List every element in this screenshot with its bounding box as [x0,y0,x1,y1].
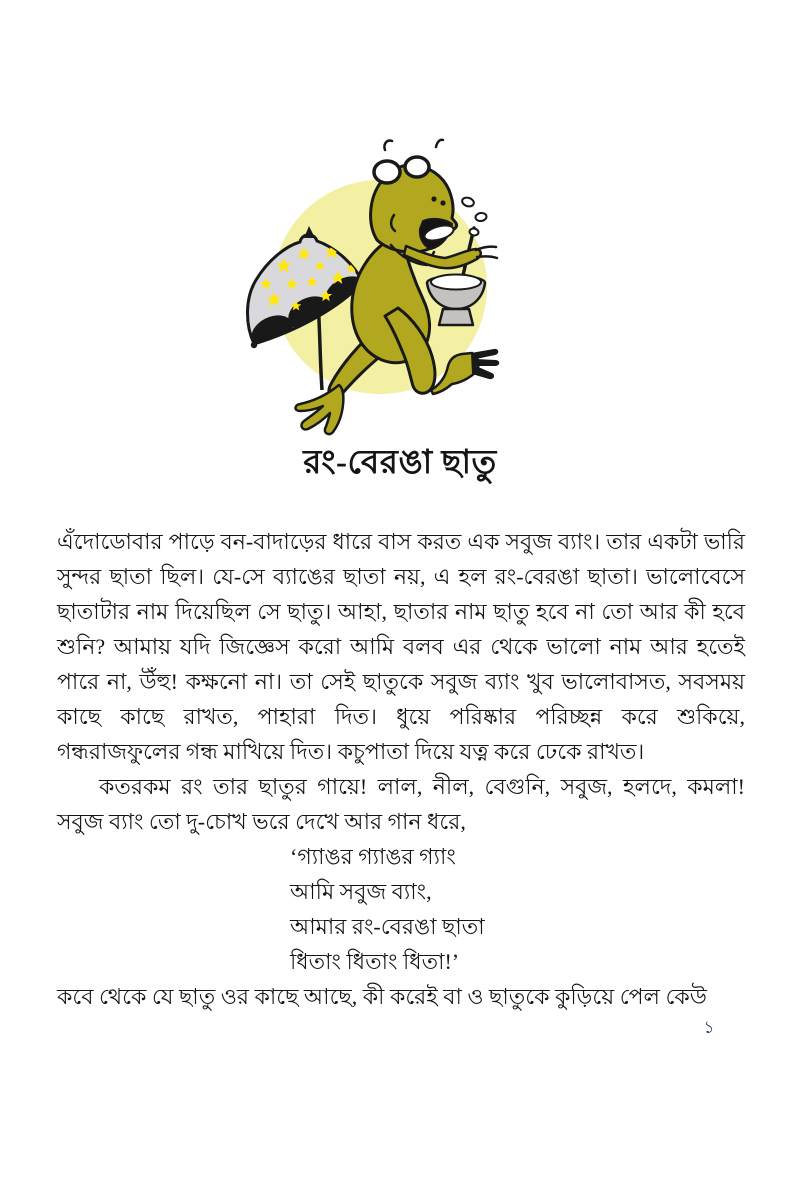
song-line: আমার রং-বেরঙা ছাতা [290,914,485,939]
frog-eye [374,161,400,183]
song-line: আমি সবুজ ব্যাং, [290,879,432,904]
frog-song [290,839,745,979]
song-line: ‘গ্যাঙর গ্যাঙর গ্যাং [290,844,456,869]
story-text [57,524,745,1014]
paragraph-2: কতরকম রং তার ছাতুর গায়ে! লাল, নীল, বেগুনি, সবুজ, হলদে, কমলা! সবুজ ব্যাং তো দু-চোখ ভরে দেখে আর গান ধরে, [57,774,745,834]
page-number: ১ [703,1018,715,1037]
paragraph-1: এঁদোডোবার পাড়ে বন-বাদাড়ের ধারে বাস করত এক সবুজ ব্যাং। তার একটা ভারি সুন্দর ছাতা ছিল। যে-সে ব্যাঙের ছাতা নয়, এ হল রং-বেরঙা ছাতা। ভালোবেসে ছাতাটার নাম দিয়েছিল সে ছাতু। আহা, ছাতার নাম ছাতু হবে না তো আর কী হবে শুনি? আমায় যদি জিজ্ঞেস করো আমি বলব এর থেকে ভালো নাম আর হতেই পারে না, উঁহু! কক্ষনো না। তা সেই ছাতুকে সবুজ ব্যাং খুব ভালোবাসত, সবসময় কাছে কাছে রাখত, পাহারা দিত। ধুয়ে পরিষ্কার পরিচ্ছন্ন করে শুকিয়ে, গন্ধরাজফুলের গন্ধ মাখিয়ে দিত। কচুপাতা দিয়ে যত্ন করে ঢেকে রাখত। [57,529,745,764]
page-title: রং-বেরঙা ছাতু [303,445,497,481]
frog-umbrella-illustration [240,138,570,458]
paragraph-closing: কবে থেকে যে ছাতু ওর কাছে আছে, কী করেই বা ও ছাতুকে কুড়িয়ে পেল কেউ [57,984,707,1009]
song-line: ধিতাং ধিতাং ধিতা!’ [290,949,460,974]
frog-eye [405,157,429,177]
